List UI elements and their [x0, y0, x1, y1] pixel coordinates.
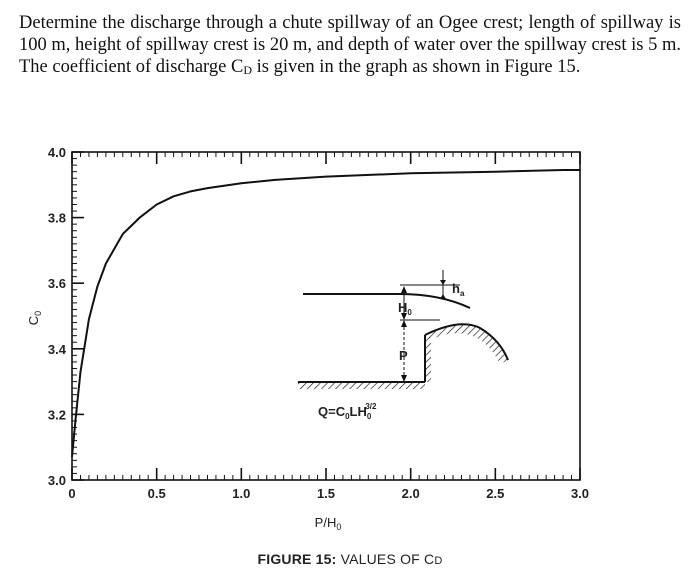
problem-statement [19, 12, 681, 81]
x-tick-label: 2.0 [401, 486, 420, 501]
ha-label: $h_a$ [452, 281, 465, 298]
y-tick-label: 3.4 [47, 341, 66, 357]
y-tick-label: 3.6 [47, 276, 66, 292]
y-tick-label: 4.0 [47, 145, 66, 160]
discharge-equation: $Q=C_0LH_03/2$ [318, 402, 377, 421]
figure-caption-subscript: D [434, 555, 443, 567]
figure-caption-label: FIGURE 15: [257, 551, 337, 567]
x-tick-label: 1.5 [316, 486, 336, 501]
x-tick-label: 0.5 [147, 486, 166, 501]
p-label: P [399, 348, 408, 363]
x-tick-label: 0 [68, 486, 76, 501]
y-tick-label: 3.8 [47, 210, 66, 226]
discharge-coefficient-chart [0, 130, 700, 550]
crest-hatch [425, 324, 508, 364]
water-surface-line [303, 294, 470, 308]
plot-frame [72, 152, 580, 480]
plot-border [72, 152, 580, 480]
channel-bed-hatch [298, 383, 425, 389]
p-arrow-down [401, 375, 407, 382]
x-axis-title: $P/H_0$ [314, 515, 342, 532]
h0-label: $H_0$ [398, 300, 412, 317]
major-ticks [72, 152, 580, 480]
x-tick-label: 1.0 [232, 486, 251, 501]
minor-ticks [72, 152, 572, 480]
x-tick-label: 3.0 [570, 486, 590, 501]
problem-subscript: D [243, 63, 252, 77]
problem-text: Determine the discharge through a chute spillway of an Ogee crest; length of spillway is 100 m, height of spillway crest is 20 m, and depth of water over the spillway crest is 5 m. The coefficient of discharge C [19, 13, 681, 77]
upstream-face-hatch [426, 337, 431, 382]
tick-labels [48, 145, 589, 501]
ha-arrow-down [440, 280, 446, 285]
y-tick-label: 3.2 [47, 407, 66, 423]
p-arrow-up [401, 320, 407, 327]
problem-text-end: is given in the graph as shown in Figure 15. [251, 57, 581, 77]
figure-caption-text: VALUES OF C [340, 551, 435, 567]
figure-caption [0, 551, 700, 567]
ha-arrow-up [440, 294, 446, 299]
spillway-inset-diagram [298, 270, 508, 421]
h0-arrow-up [401, 286, 407, 293]
y-tick-label: 3.0 [47, 473, 66, 488]
y-axis-title: $C_0$ [26, 310, 43, 326]
x-tick-label: 2.5 [486, 486, 505, 501]
